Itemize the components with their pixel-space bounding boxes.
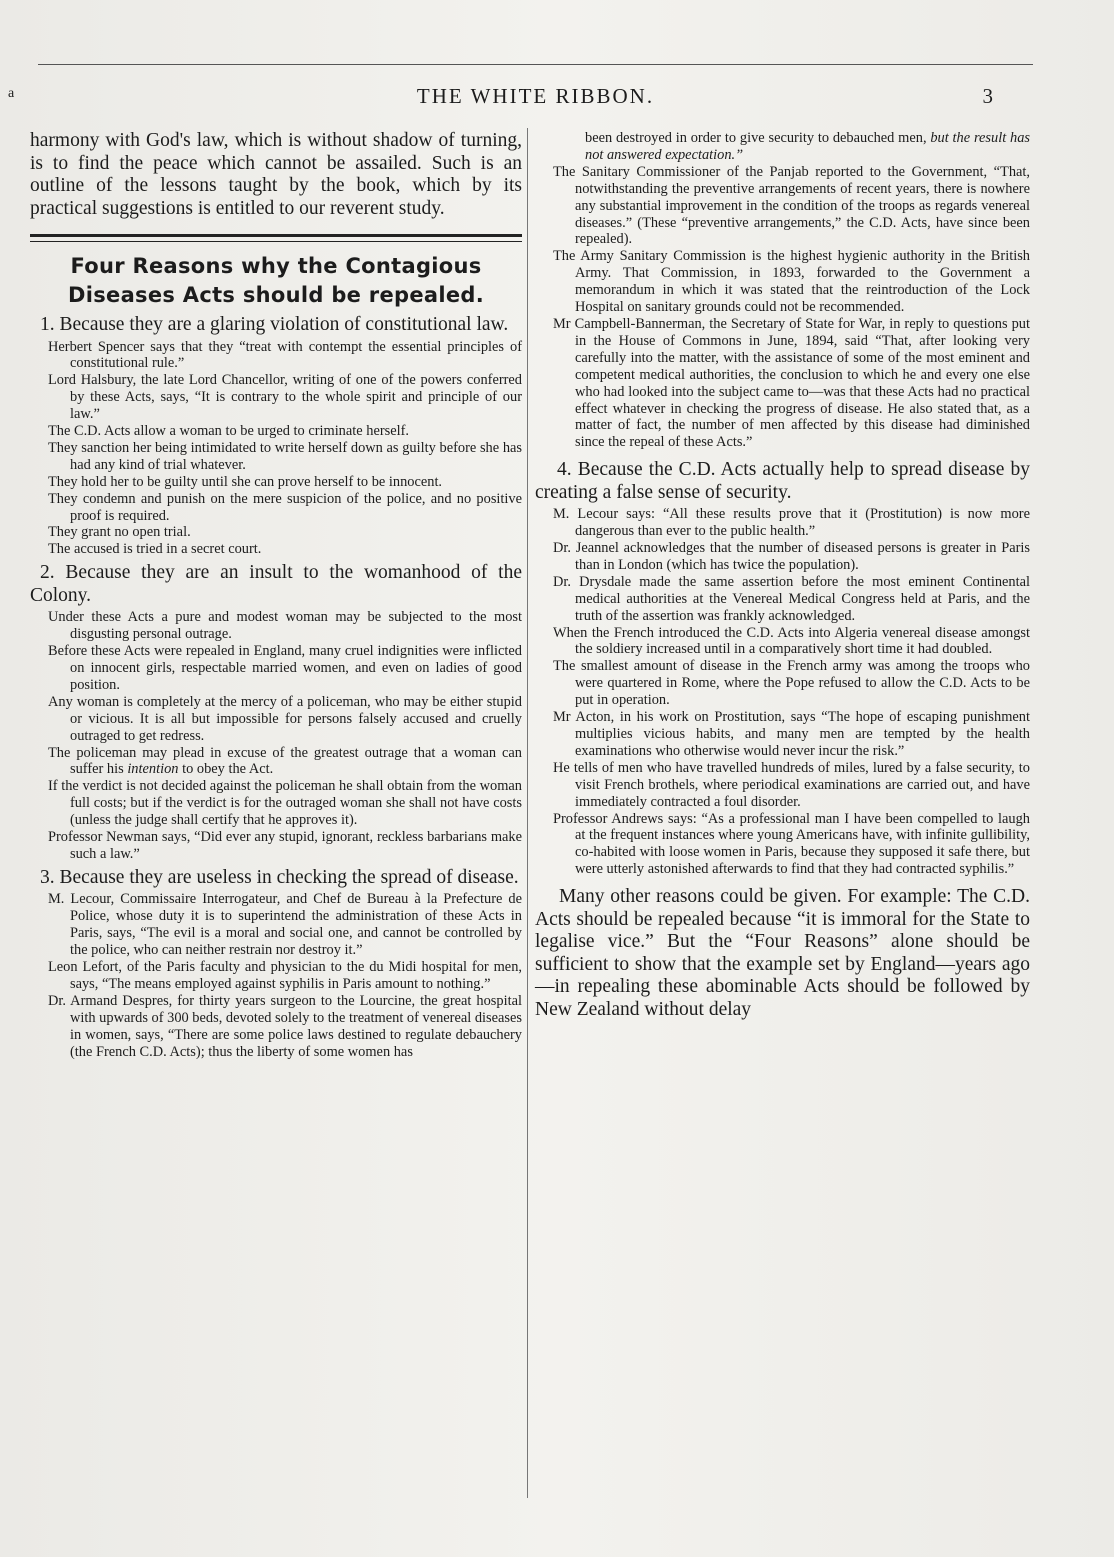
list-item: Lord Halsbury, the late Lord Chancellor, writing of one of the powers conferred by these Acts, says, “It is contrary to the whole spirit and principle of our law.”	[48, 372, 522, 423]
list-item: M. Lecour, Commissaire Interrogateur, and Chef de Bureau à la Prefecture de Police, whose duty it is to superintend the administration of these Acts in Paris, says, “The evil is a moral and social one, and cannot be controlled by the police, who can neither restrain nor destroy it.”	[48, 891, 522, 959]
list-item: Dr. Drysdale made the same assertion before the most eminent Continental medical authorities at the Venereal Medical Congress held at Paris, and the truth of the assertion was frankly acknowledged.	[553, 573, 1030, 624]
masthead	[8, 84, 1033, 114]
list-item: The accused is tried in a secret court.	[48, 541, 262, 558]
list-item: The Sanitary Commissioner of the Panjab reported to the Government, “That, notwithstanding the preventive arrangements of recent years, there is nowhere any substantial improvement in the condition of the troops as regards venereal diseases.” (These “preventive arrangements,” the C.D. Acts, have since been repealed).	[553, 163, 1030, 248]
reason-1: 1. Because they are a glaring violation of constitutional law.	[40, 314, 509, 335]
list-item: When the French introduced the C.D. Acts into Algeria venereal disease amongst the soldiery increased until in a comparatively short time it had doubled.	[553, 624, 1030, 658]
list-item: Leon Lefort, of the Paris faculty and physician to the du Midi hospital for men, says, “The means employed against syphilis in Paris amount to nothing.”	[48, 959, 522, 992]
list-item: He tells of men who have travelled hundreds of miles, lured by a false security, to visit French brothels, where periodical examinations are carried out, and have immediately contracted a foul disorder.	[553, 759, 1030, 810]
reason-3-list	[30, 891, 522, 1060]
list-item: They condemn and punish on the mere suspicion of the police, and no positive proof is required.	[48, 490, 522, 524]
reason-4-list	[535, 506, 1030, 878]
section-rule	[30, 234, 522, 242]
list-item-emphasis: intention	[127, 761, 179, 778]
list-item	[30, 745, 522, 779]
left-column	[30, 130, 522, 1060]
list-item: Dr. Jeannel acknowledges that the number of diseased persons is greater in Paris than in London (which has twice the population).	[553, 540, 1030, 573]
reason-2-list	[30, 609, 522, 863]
reason-2: 2. Because they are an insult to the womanhood of the Colony.	[30, 562, 522, 606]
list-item-text: to obey the Act.	[182, 761, 274, 778]
reason-1-list	[30, 339, 522, 559]
continued-text-emphasis: but the result has not answered expectation.”	[585, 130, 1030, 163]
list-item: Herbert Spencer says that they “treat with contempt the essential principles of constitutional rule.”	[48, 338, 522, 372]
page-number: 3	[982, 84, 993, 108]
top-rule	[38, 64, 1033, 65]
list-item: Any woman is completely at the mercy of a policeman, who may be either stupid or vicious. It is all but impossible for persons falsely accused and cruelly outraged to get redress.	[48, 693, 522, 744]
publication-title: THE WHITE RIBBON.	[416, 84, 655, 108]
list-item: Dr. Armand Despres, for thirty years surgeon to the Lourcine, the great hospital with upwards of 300 beds, devoted solely to the treatment of venereal diseases in women, says, “There are some police laws destined to regulate debauchery (the French C.D. Acts); thus the liberty of some women has	[48, 992, 522, 1060]
list-item: Mr Acton, in his work on Prostitution, says “The hope of escaping punishment multiplies vicious habits, and many men are tempted by the health examinations who otherwise would never incur the risk.”	[553, 709, 1030, 759]
reason-3-list-continued	[535, 164, 1030, 451]
continued-text	[535, 130, 1030, 164]
column-divider	[527, 128, 528, 1498]
right-column	[535, 130, 1030, 1021]
list-item: Professor Andrews says: “As a professional man I have been compelled to laugh at the frequent instances where young Americans have, with infinite gullibility, co-habited with loose women in Paris, because they supposed it safe there, but were utterly astonished afterwards to find that they had contracted syphilis.”	[553, 810, 1030, 878]
list-item: They hold her to be guilty until she can prove herself to be innocent.	[48, 473, 443, 490]
continued-text-plain: been destroyed in order to give security to debauched men,	[585, 130, 927, 146]
article-heading-line-1: Four Reasons why the Contagious	[70, 254, 482, 278]
list-item: If the verdict is not decided against the policeman he shall obtain from the woman full costs; but if the verdict is for the outraged woman she shall not have costs (unless the judge shall certify that he approves it).	[48, 778, 522, 829]
list-item: Before these Acts were repealed in England, many cruel indignities were inflicted on innocent girls, respectable married women, and even on ladies of good position.	[48, 643, 522, 693]
article-heading-line-2: Diseases Acts should be repealed.	[68, 283, 484, 307]
list-item-text: The policeman may plead in excuse of the greatest outrage that a woman can suffer his	[48, 744, 522, 778]
list-item: Under these Acts a pure and modest woman may be subjected to the most disgusting personal outrage.	[48, 609, 522, 643]
list-item: The C.D. Acts allow a woman to be urged to criminate herself.	[48, 423, 410, 440]
page-mark: a	[8, 86, 15, 101]
list-item: Mr Campbell-Bannerman, the Secretary of State for War, in reply to questions put in the House of Commons in June, 1894, said “That, after looking very carefully into the matter, with the assistance of some of the most eminent and competent medical authorities, the conclusion to which he and every one else who had looked into the subject came to—was that these Acts had no practical effect whatever in checking the progress of disease. He also stated that, as a matter of fact, the number of men affected by this disease had diminished since the repeal of these Acts.”	[553, 315, 1030, 451]
intro-paragraph: harmony with God's law, which is without shadow of turning, is to find the peace which cannot be assailed. Such is an outline of the lessons taught by the book, which by its practical suggestions is entitled to our reverent study.	[30, 130, 522, 219]
list-item: The smallest amount of disease in the French army was among the troops who were quartered in Rome, where the Pope refused to allow the C.D. Acts to be put in operation.	[553, 658, 1030, 709]
list-item: Professor Newman says, “Did ever any stupid, ignorant, reckless barbarians make such a law.”	[48, 829, 522, 862]
list-item: They grant no open trial.	[48, 524, 191, 541]
closing-paragraph: Many other reasons could be given. For example: The C.D. Acts should be repealed because “it is immoral for the State to legalise vice.” But the “Four Reasons” alone should be sufficient to show that the example set by England—years ago—in repealing these abominable Acts should be followed by New Zealand without delay	[535, 886, 1030, 1020]
list-item: M. Lecour says: “All these results prove that it (Prostitution) is now more dangerous than ever to the public health.”	[553, 506, 1030, 540]
reason-4: 4. Because the C.D. Acts actually help to spread disease by creating a false sense of security.	[535, 459, 1030, 503]
reason-3: 3. Because they are useless in checking the spread of disease.	[40, 866, 519, 888]
list-item: They sanction her being intimidated to write herself down as guilty before she has had any kind of trial whatever.	[48, 439, 522, 473]
list-item: The Army Sanitary Commission is the highest hygienic authority in the British Army. That Commission, in 1893, forwarded to the Government a memorandum in which it was stated that the reintroduction of the Lock Hospital on sanitary grounds could not be recommended.	[553, 248, 1030, 316]
